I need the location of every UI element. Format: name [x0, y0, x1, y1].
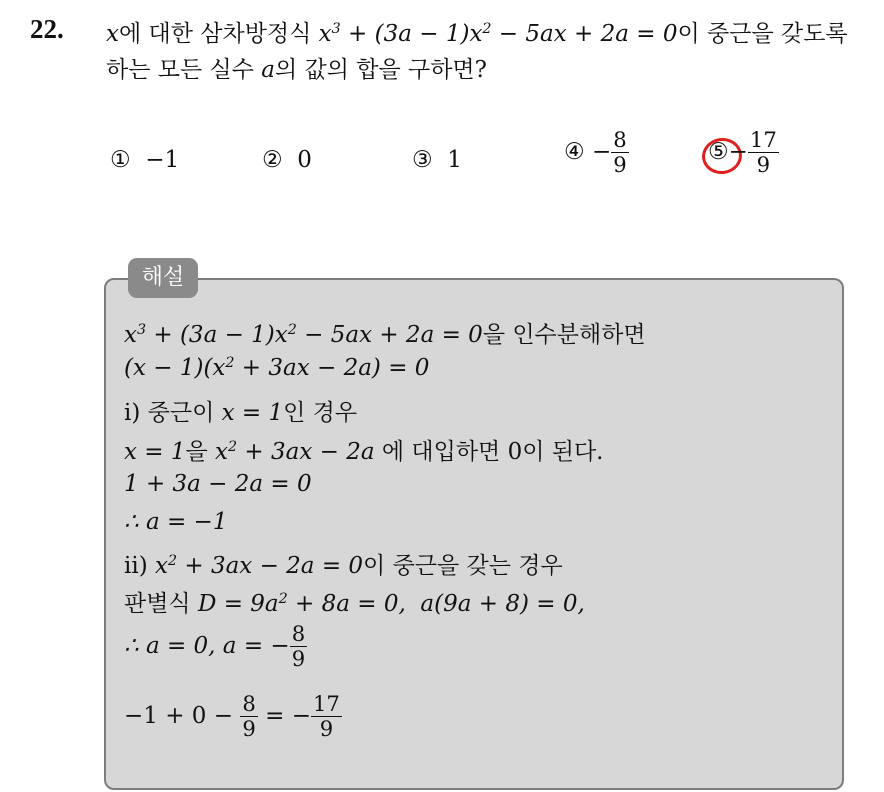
solution-text-1: 을 인수분해하면: [482, 322, 646, 348]
choice-4-denominator: 9: [613, 152, 627, 178]
solution-text-4b: 에 대입하면: [374, 439, 508, 465]
solution-line-2: [124, 355, 429, 381]
choice-2-text: 0: [297, 147, 312, 173]
question-line-1: [106, 15, 848, 48]
solution-tag: 해설: [128, 258, 198, 298]
solution-text-4c: 이 된다.: [522, 439, 604, 465]
choice-2-marker: ②: [262, 147, 283, 173]
solution-eq-10a: −1 + 0 −: [124, 702, 241, 729]
question-number: 22.: [30, 14, 64, 44]
solution-eq-3: x = 1: [221, 400, 284, 426]
solution-line-10: [124, 692, 342, 742]
solution-line-7: [124, 547, 563, 580]
solution-fraction-10b: [311, 692, 342, 742]
choice-3[interactable]: [412, 147, 462, 173]
question-line-2: [106, 51, 487, 84]
choice-4-sign: −: [591, 138, 612, 165]
case-1-marker: ⅰ): [124, 400, 148, 426]
question-equation: $x^3 + (3a - 1)x^2 - 5ax + 2a = 0$: [318, 21, 678, 47]
fraction-numerator: 8: [291, 621, 306, 646]
choice-4[interactable]: [564, 128, 629, 178]
case-2-marker: ⅱ): [124, 553, 155, 579]
choice-1-marker: ①: [110, 147, 131, 173]
question-text-1: 에 대한 삼차방정식: [118, 21, 319, 47]
solution-line-6: ∴ a = −1: [124, 509, 228, 535]
choice-5-marker: ⑤: [708, 138, 729, 165]
choice-3-text: 1: [447, 147, 462, 173]
solution-text-4a: 을: [185, 439, 216, 465]
solution-eq-2: $(x - 1)(x^2 + 3ax - 2a) = 0$: [124, 355, 430, 381]
solution-line-4: [124, 433, 604, 466]
solution-line-8: [124, 585, 585, 618]
choice-2[interactable]: [262, 147, 312, 173]
choice-3-marker: ③: [412, 147, 433, 173]
solution-eq-8: $D = 9a^2 + 8a = 0$, a(9a + 8) = 0,: [197, 591, 585, 617]
solution-eq-7: $x^2 + 3ax - 2a = 0$: [155, 553, 364, 579]
solution-line-9: [124, 622, 307, 672]
solution-text-3b: 인 경우: [283, 400, 358, 426]
choice-5-fraction: [748, 128, 779, 178]
solution-fraction-10a: [240, 692, 257, 742]
solution-line-5: 1 + 3a − 2a = 0: [124, 471, 312, 497]
fraction-numerator: 8: [242, 691, 256, 716]
fraction-denominator: 9: [311, 716, 342, 741]
solution-text-8: 판별식: [124, 591, 198, 617]
fraction-denominator: 9: [242, 716, 256, 742]
solution-eq-4c: 0: [507, 439, 523, 465]
solution-eq-10b: = −: [257, 702, 311, 729]
fraction-numerator: 17: [312, 691, 340, 716]
question-text-2: 이 중근을 갖도록: [677, 21, 848, 47]
choice-1[interactable]: [110, 147, 179, 173]
question-var-x: x: [106, 21, 119, 47]
choice-5[interactable]: [708, 128, 779, 178]
solution-fraction-9: [290, 622, 307, 672]
question-text-4: 의 값의 합을 구하면?: [274, 57, 487, 83]
choice-4-numerator: 8: [613, 127, 627, 152]
choice-1-text: −1: [145, 147, 180, 173]
solution-eq-4a: x = 1: [124, 439, 186, 465]
choice-4-marker: ④: [564, 138, 585, 165]
fraction-denominator: 9: [291, 646, 306, 672]
choice-5-denominator: 9: [748, 152, 779, 177]
choice-5-numerator: 17: [749, 127, 777, 152]
solution-line-3: [124, 394, 357, 427]
solution-line-1: [124, 316, 646, 349]
solution-text-7: 이 중근을 갖는 경우: [363, 553, 563, 579]
solution-text-3a: 중근이: [147, 400, 222, 426]
solution-eq-4b: $x^2 + 3ax - 2a$: [215, 439, 375, 465]
question-var-a: a: [261, 57, 275, 83]
question-text-3: 하는 모든 실수: [106, 57, 262, 83]
choice-5-sign: −: [728, 138, 748, 165]
solution-eq-9: ∴ a = 0, a = −: [124, 632, 290, 659]
choice-4-fraction: [611, 128, 628, 178]
solution-eq-1: $x^3 + (3a - 1)x^2 - 5ax + 2a = 0$: [124, 322, 483, 348]
